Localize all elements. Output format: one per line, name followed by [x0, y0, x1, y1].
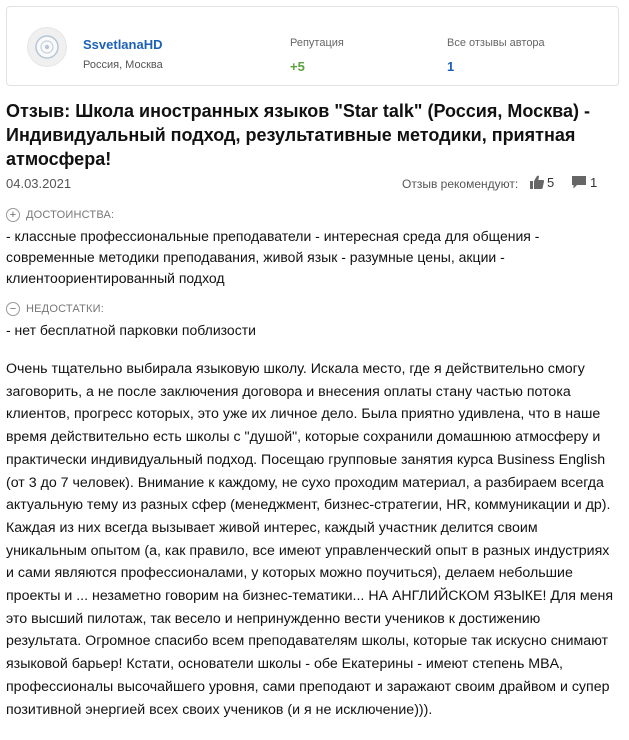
- review-body: Очень тщательно выбирала языковую школу. Искала место, где я действительно смогу заговорить, а не после заключения договора и внесения оплаты стану частью потока клиентов, прогресс которых, это уже их личное дело. Была приятно удивлена, что в наше время действительно есть школы с "душой", которые сохранили домашнюю атмосферу и практически индивидуальный подход. Посещаю групповые занятия курса Business English (от 3 до 7 человек). Внимание к каждому, не сухо проходим материал, а разбираем всегда актуальную тему из разных сфер (менеджмент, бизнес-стратегии, HR, коммуникации и др). Каждая из них всегда вызывает живой интерес, каждый участник делится своим уникальным опытом (а, как правило, все имеют управленческий опыт в разных индустриях и сами являются профессионалами, у которых можно поучиться), делаем небольшие проекты и ... незаметно говорим на бизнес-тематики... НА АНГЛИЙСКОМ ЯЗЫКЕ! Для меня это высший пилотаж, так весело и непринужденно вести учеников к достижению результата. Огромное спасибо всем преподавателям школы, которые так искусно снимают языковой барьер! Кстати, основатели школы - обе Екатерины - имеют степень MBA, профессионалы высочайшего уровня, сами преподают и заражают своим драйвом и супер позитивной энергией всех своих учеников (и я не исключение))).: [6, 361, 614, 718]
- comments-count: 1: [590, 175, 598, 190]
- review-date: 04.03.2021: [6, 176, 72, 191]
- author-location: Россия, Москва: [83, 59, 163, 71]
- thumbs-up-icon[interactable]: [529, 174, 545, 190]
- reputation-value: +5: [290, 59, 305, 74]
- pros-text: - классные профессиональные преподаватели - интересная среда для общения - современные методики преподавания, живой язык - разумные цены, акции - клиентоориентированный подход: [6, 228, 540, 286]
- cons-text: - нет бесплатной парковки поблизости: [6, 322, 256, 338]
- recommend-label: Отзыв рекомендуют:: [402, 177, 519, 191]
- author-name-link[interactable]: SsvetlanaHD: [83, 37, 163, 52]
- author-card: [6, 6, 619, 86]
- comment-icon[interactable]: [571, 175, 587, 190]
- reputation-label: Репутация: [290, 37, 344, 49]
- minus-circle-icon: −: [6, 302, 20, 316]
- cons-heading: [6, 302, 104, 316]
- avatar-placeholder-icon: [34, 34, 60, 60]
- all-reviews-count[interactable]: 1: [447, 59, 455, 74]
- cons-label: НЕДОСТАТКИ:: [26, 303, 104, 315]
- review-title: Отзыв: Школа иностранных языков "Star talk" (Россия, Москва) - Индивидуальный подход, результативные методики, приятная атмосфера!: [6, 101, 590, 169]
- likes-count: 5: [547, 175, 555, 190]
- plus-circle-icon: +: [6, 208, 20, 222]
- pros-heading: [6, 208, 114, 222]
- pros-label: ДОСТОИНСТВА:: [26, 209, 115, 221]
- all-reviews-label[interactable]: Все отзывы автора: [447, 37, 545, 49]
- avatar[interactable]: [27, 27, 67, 67]
